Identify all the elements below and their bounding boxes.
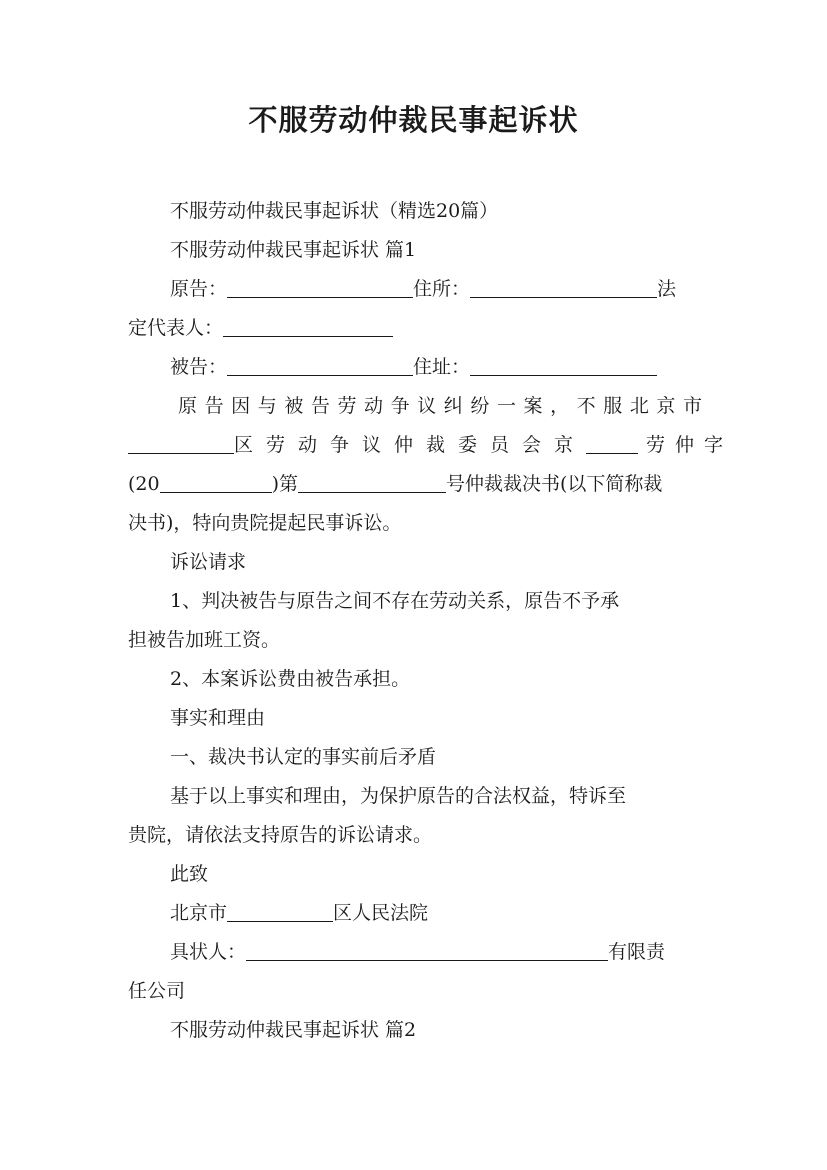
- legal-rep-line: [128, 309, 702, 347]
- fill-blank: [227, 901, 333, 922]
- text: 2、本案诉讼费由被告承担。: [170, 668, 411, 690]
- text: (20: [128, 473, 160, 495]
- body-text: [128, 582, 702, 620]
- text: 此致: [170, 863, 209, 885]
- fill-blank: [246, 940, 608, 961]
- body-text: [128, 426, 734, 464]
- text: 贵院，请依法支持原告的诉讼请求。: [128, 824, 433, 846]
- court-line: [128, 894, 702, 932]
- body-text: [128, 504, 702, 542]
- closing-salutation: [128, 855, 702, 893]
- text: 决书)，特向贵院提起民事诉讼。: [128, 512, 402, 534]
- body-text: [128, 816, 702, 854]
- fill-blank: [223, 316, 393, 337]
- text: 一、裁决书认定的事实前后矛盾: [170, 746, 437, 768]
- text: 号仲裁裁决书(以下简称裁: [446, 473, 663, 495]
- label: 定代表人：: [128, 317, 224, 339]
- label: 具状人：: [170, 941, 247, 963]
- fill-blank: [298, 472, 446, 493]
- label: 原告：: [170, 278, 228, 300]
- section-heading-1: [128, 231, 702, 269]
- defendant-line: [128, 348, 702, 386]
- text: 诉讼请求: [170, 551, 247, 573]
- body-text: [128, 465, 702, 503]
- text: )第: [271, 473, 299, 495]
- signature-line: [128, 933, 702, 971]
- fill-blank: [227, 355, 413, 376]
- fill-blank: [227, 277, 413, 298]
- label: 被告：: [170, 356, 228, 378]
- fill-blank: [470, 355, 657, 376]
- text: 1、判决被告与原告之间不存在劳动关系，原告不予承: [170, 590, 620, 612]
- body-text: [128, 972, 702, 1010]
- text: 劳仲字: [646, 434, 734, 456]
- label: 住址：: [413, 356, 471, 378]
- text: 原告因与被告劳动争议纠纷一案，不服北京市: [178, 395, 702, 417]
- plaintiff-line: [128, 270, 702, 308]
- section-heading: [128, 543, 702, 581]
- text: 不服劳动仲裁民事起诉状（精选20篇）: [170, 200, 499, 222]
- text: 任公司: [128, 980, 186, 1002]
- section-heading-2: [128, 1011, 702, 1049]
- fill-blank: [470, 277, 657, 298]
- fill-blank: [160, 472, 272, 493]
- section-heading: [128, 699, 702, 737]
- text: 担被告加班工资。: [128, 629, 281, 651]
- text: 区人民法院: [333, 902, 429, 924]
- label: 住所：: [413, 278, 471, 300]
- body-text: [128, 738, 702, 776]
- text: 法: [657, 278, 677, 300]
- document-title: 不服劳动仲裁民事起诉状: [248, 103, 579, 137]
- text: 区劳动争议仲裁委员会京: [234, 434, 587, 456]
- fill-blank: [128, 433, 234, 454]
- body-text: [128, 777, 702, 815]
- text: 事实和理由: [170, 707, 266, 729]
- text: 不服劳动仲裁民事起诉状 篇2: [170, 1019, 417, 1041]
- text: 有限责: [608, 941, 666, 963]
- text: 基于以上事实和理由，为保护原告的合法权益，特诉至: [170, 785, 627, 807]
- body-text: [128, 387, 702, 425]
- text: 不服劳动仲裁民事起诉状 篇1: [170, 239, 417, 261]
- body-text: [128, 621, 702, 659]
- text: 北京市: [170, 902, 228, 924]
- body-text: [128, 660, 702, 698]
- subtitle-line: [128, 192, 702, 230]
- fill-blank: [586, 433, 638, 454]
